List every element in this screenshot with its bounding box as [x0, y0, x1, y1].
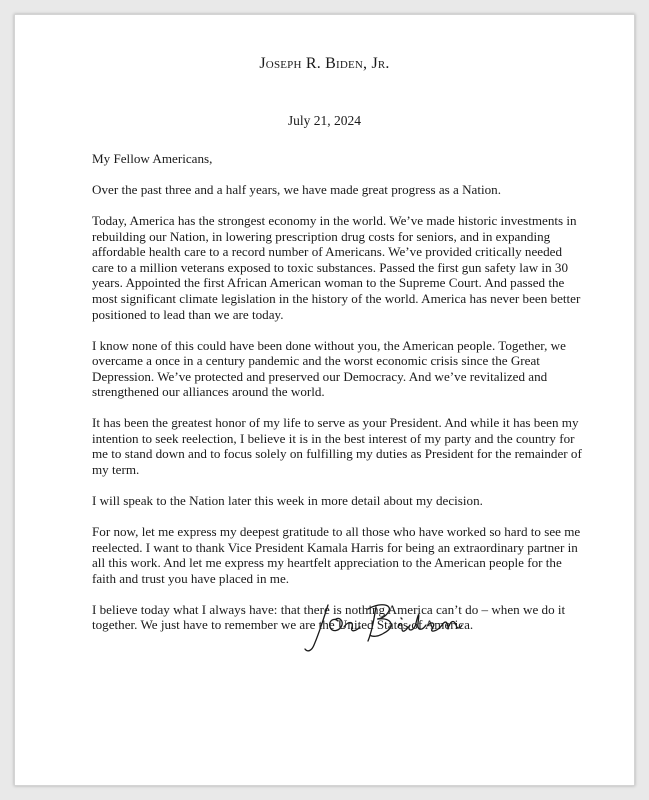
- paragraph-closing: I believe today what I always have: that there is nothing America can’t do – when we do it together. We just have to remember we are the United States of America.: [92, 601, 566, 633]
- signature: [298, 587, 468, 657]
- letter-page: [14, 14, 635, 786]
- salutation: My Fellow Americans,: [92, 151, 213, 166]
- paragraph-decision: It has been the greatest honor of my life to serve as your President. And while it has been my intention to seek reelection, I believe it is in the best interest of my party and the country for me to stand down and to focus solely on fulfilling my duties as President for the remainder of my term.: [92, 415, 582, 478]
- paragraph-thanks: For now, let me express my deepest gratitude to all those who have worked so hard to see me reelected. I want to thank Vice President Kamala Harris for being an extraordinary partner in all this work. And let me express my heartfelt appreciation to the American people for the faith and trust you have placed in me.: [92, 524, 581, 586]
- paragraph-achievements: Today, America has the strongest economy in the world. We’ve made historic investments in rebuilding our Nation, in lowering prescription drug costs for seniors, and in expanding affordable health care to a record number of Americans. We’ve provided critically needed care to a million veterans exposed to toxic substances. Passed the first gun safety law in 30 years. Appointed the first African American woman to the Supreme Court. And passed the most significant climate legislation in the history of the world. America has never been better positioned to lead than we are today.: [92, 212, 581, 322]
- paragraph-speak-to-nation: I will speak to the Nation later this week in more detail about my decision.: [92, 493, 483, 509]
- paragraph-gratitude-people: I know none of this could have been done without you, the American people. Together, we overcame a once in a century pandemic and the worst economic crisis since the Great Depression. We’ve protected and preserved our Democracy. And we’ve revitalized and strengthened our alliances around the world.: [92, 337, 566, 400]
- letter-body: [92, 151, 582, 648]
- paragraph-progress: Over the past three and a half years, we have made great progress as a Nation.: [92, 181, 502, 197]
- letterhead-name: Joseph R. Biden, Jr.: [259, 55, 390, 72]
- letter-date: July 21, 2024: [287, 113, 362, 128]
